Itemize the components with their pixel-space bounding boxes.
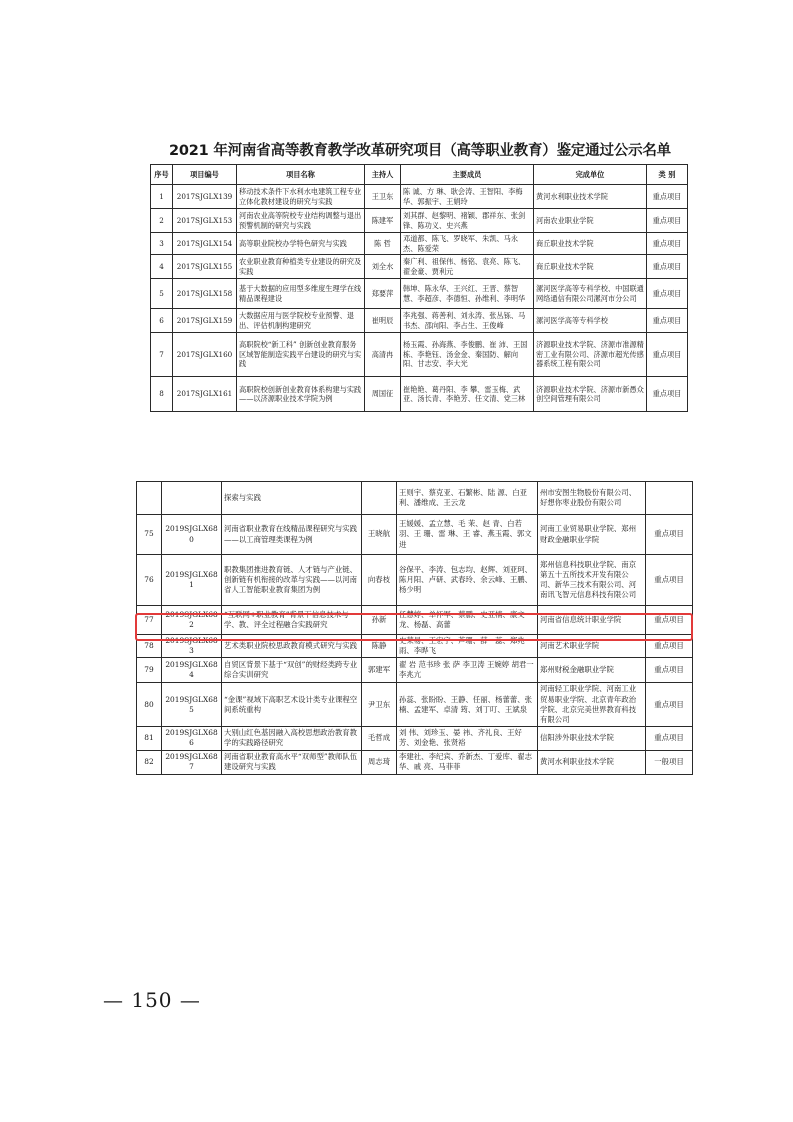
cell-code: 2017SJGLX158 (173, 279, 237, 309)
cell-members: 陈 诚、方 琳、耿会涛、王智阳、李梅华、郭振宇、王娟玲 (401, 185, 534, 209)
cell-type: 重点项目 (646, 515, 693, 555)
cell-members: 韩坤、陈永华、王兴红、王晋、蔡智慧、李超彦、李德恒、孙维利、李明华 (401, 279, 534, 309)
page-number: — 150 — (103, 988, 201, 1012)
cell-no (137, 482, 162, 515)
cell-no: 8 (151, 377, 173, 412)
header-host: 主持人 (365, 165, 401, 185)
cell-type: 重点项目 (646, 635, 693, 658)
cell-host: 毛哲成 (362, 727, 397, 750)
cell-name: 农业职业教育种植类专业建设的研究及实践 (237, 255, 365, 279)
cell-members: 孙蕊、张盼盼、王静、任丽、杨蕾蕾、张楠、孟建军、卓清 筠、刘丁叮、王斌泉 (397, 683, 538, 727)
cell-members: 邓道都、陈飞、罗晓军、朱凯、马永杰、陈爱荣 (401, 233, 534, 255)
cell-no: 81 (137, 727, 162, 750)
cell-unit: 郑州财税金融职业学院 (538, 658, 646, 683)
cell-members: 崔艳艳、葛丹阳、李 攀、雷玉梅、武 亚、汤长青、李艳芳、任文清、党三林 (401, 377, 534, 412)
cell-host: 陈静 (362, 635, 397, 658)
table-row (151, 377, 688, 412)
cell-code: 2019SJGLX685 (162, 683, 222, 727)
header-code: 项目编号 (173, 165, 237, 185)
cell-code: 2017SJGLX161 (173, 377, 237, 412)
cell-no: 82 (137, 750, 162, 774)
cell-unit: 河南农业职业学院 (534, 209, 647, 233)
cell-type: 重点项目 (647, 233, 688, 255)
cell-unit: 河南艺术职业学院 (538, 635, 646, 658)
cell-no: 4 (151, 255, 173, 279)
cell-members: 秦广利、祖保伟、杨铭、袁亮、陈飞、翟金豪、贾利元 (401, 255, 534, 279)
cell-name: 移动技术条件下水利水电建筑工程专业立体化教材建设的研究与实践 (237, 185, 365, 209)
cell-code: 2017SJGLX154 (173, 233, 237, 255)
cell-host: 周国征 (365, 377, 401, 412)
cell-name: 大数据应用与医学院校专业预警、退出、评估机制构建研究 (237, 309, 365, 333)
table-row (151, 233, 688, 255)
cell-code: 2019SJGLX682 (162, 606, 222, 635)
cell-host: 尹卫东 (362, 683, 397, 727)
cell-no: 78 (137, 635, 162, 658)
table-row (137, 658, 693, 683)
table-row (137, 750, 693, 774)
cell-members: 李建社、李纪宾、乔新杰、丁爱库、翟志华、戚 亮、马菲菲 (397, 750, 538, 774)
page-title: 2021 年河南省高等教育教学改革研究项目（高等职业教育）鉴定通过公示名单 (168, 143, 671, 159)
cell-unit: 河南轻工职业学院、河南工业贸易职业学院、北京青年政治学院、北京完美世界教育科技有限公司 (538, 683, 646, 727)
cell-type: 重点项目 (646, 727, 693, 750)
cell-no: 77 (137, 606, 162, 635)
cell-code: 2019SJGLX687 (162, 750, 222, 774)
cell-members: 谷保平、李涛、包志均、赵辉、刘亚珂、陈月阳、卢研、武春玲、余云峰、王鹏、杨少明 (397, 555, 538, 606)
cell-type: 重点项目 (647, 209, 688, 233)
cell-code: 2017SJGLX159 (173, 309, 237, 333)
cell-name: 探索与实践 (222, 482, 362, 515)
table-row (151, 255, 688, 279)
cell-type: 重点项目 (647, 309, 688, 333)
cell-unit: 漯河医学高等专科学校 (534, 309, 647, 333)
cell-name: 河南省职业教育高水平“双师型”教师队伍建设研究与实践 (222, 750, 362, 774)
cell-no: 75 (137, 515, 162, 555)
cell-unit: 商丘职业技术学院 (534, 255, 647, 279)
cell-host: 郭建军 (362, 658, 397, 683)
cell-name: 高职院校创新创业教育体系构建与实践——以济源职业技术学院为例 (237, 377, 365, 412)
cell-unit: 信阳涉外职业技术学院 (538, 727, 646, 750)
cell-no: 79 (137, 658, 162, 683)
cell-unit: 黄河水利职业技术学院 (534, 185, 647, 209)
cell-members: 任慧婷、单怀军、蔡鹏、史亚楠、康文龙、杨磊、高蕾 (397, 606, 538, 635)
cell-name: 高等职业院校办学特色研究与实践 (237, 233, 365, 255)
header-no: 序号 (151, 165, 173, 185)
cell-no: 2 (151, 209, 173, 233)
cell-no: 76 (137, 555, 162, 606)
cell-host: 周志琦 (362, 750, 397, 774)
cell-host: 王晓航 (362, 515, 397, 555)
header-name: 项目名称 (237, 165, 365, 185)
cell-no: 1 (151, 185, 173, 209)
cell-no: 80 (137, 683, 162, 727)
cell-no: 7 (151, 333, 173, 377)
cell-unit: 漯河医学高等专科学校、中国联通网络通信有限公司漯河市分公司 (534, 279, 647, 309)
cell-code: 2019SJGLX681 (162, 555, 222, 606)
table-header-row (151, 165, 688, 185)
cell-type: 重点项目 (646, 683, 693, 727)
cell-type (646, 482, 693, 515)
cell-members: 李兆强、蒋善利、刘永涛、张丛铄、马书杰、邵向阳、李占生、王俊峰 (401, 309, 534, 333)
table-row (151, 279, 688, 309)
cell-unit: 郑州信息科技职业学院、南京第五十五所技术开发有限公司、新华三技术有限公司、河南讯飞智元信息科技有限公司 (538, 555, 646, 606)
cell-name: “互联网+职业教育”背景下信息技术与学、教、评全过程融合实践研究 (222, 606, 362, 635)
cell-unit: 州市安图生物股份有限公司、好想你枣业股份有限公司 (538, 482, 646, 515)
cell-members: 杨玉霞、孙海燕、李俊鹏、崔 沛、王国栋、李艳钰、汤金金、秦国防、解向阳、甘志安、李大光 (401, 333, 534, 377)
cell-unit: 河南工业贸易职业学院、郑州财政金融职业学院 (538, 515, 646, 555)
cell-host (362, 482, 397, 515)
cell-host: 陈 哲 (365, 233, 401, 255)
cell-host: 刘全水 (365, 255, 401, 279)
cell-members: 史荣易、王宏宇、芦珊、薛一蕊、郑兆雨、李晔飞 (397, 635, 538, 658)
cell-members: 王媛媛、孟立慧、毛 茉、赵 青、白若羽、王 珊、雷 琳、王 睿、燕玉霞、郭文进 (397, 515, 538, 555)
cell-code: 2019SJGLX684 (162, 658, 222, 683)
header-members: 主要成员 (401, 165, 534, 185)
header-unit: 完成单位 (534, 165, 647, 185)
table-row (151, 185, 688, 209)
header-type: 类 别 (647, 165, 688, 185)
table-row (151, 209, 688, 233)
table-row (137, 555, 693, 606)
cell-type: 重点项目 (646, 555, 693, 606)
cell-type: 重点项目 (647, 279, 688, 309)
cell-host: 高清冉 (365, 333, 401, 377)
table-row (151, 309, 688, 333)
cell-code: 2019SJGLX680 (162, 515, 222, 555)
cell-code: 2019SJGLX686 (162, 727, 222, 750)
cell-type: 重点项目 (647, 377, 688, 412)
cell-host: 向春枝 (362, 555, 397, 606)
cell-code: 2017SJGLX155 (173, 255, 237, 279)
cell-host: 崔明辰 (365, 309, 401, 333)
table-row (137, 683, 693, 727)
cell-unit: 商丘职业技术学院 (534, 233, 647, 255)
table-row (137, 727, 693, 750)
cell-code: 2017SJGLX153 (173, 209, 237, 233)
cell-type: 一般项目 (646, 750, 693, 774)
highlighted-row-marker (135, 613, 693, 641)
cell-members: 翟 岩 范书珍 张 萨 李卫涛 王婉婷 胡君一 李兆亢 (397, 658, 538, 683)
cell-name: 艺术类职业院校思政教育模式研究与实践 (222, 635, 362, 658)
cell-type: 重点项目 (647, 185, 688, 209)
cell-unit: 黄河水利职业技术学院 (538, 750, 646, 774)
cell-name: 河南省职业教育在线精品课程研究与实践——以工商管理类课程为例 (222, 515, 362, 555)
cell-name: 高职院校“新工科” 创新创业教育服务区域智能制造实践平台建设的研究与实践 (237, 333, 365, 377)
cell-code: 2017SJGLX160 (173, 333, 237, 377)
cell-code (162, 482, 222, 515)
cell-no: 6 (151, 309, 173, 333)
cell-no: 3 (151, 233, 173, 255)
cell-host: 陈建军 (365, 209, 401, 233)
cell-host: 孙新 (362, 606, 397, 635)
cell-members: 刘 伟、刘珍玉、晏 祎、齐礼良、王好芳、刘金艳、张贤裕 (397, 727, 538, 750)
cell-members: 刘其群、赵黎明、褚颖、郡祥东、张剑锋、陈功义、史兴燕 (401, 209, 534, 233)
cell-code: 2019SJGLX683 (162, 635, 222, 658)
cell-host: 郑要萍 (365, 279, 401, 309)
cell-name: 基于大数据的应用型多维度生理学在线精品课程建设 (237, 279, 365, 309)
cell-no: 5 (151, 279, 173, 309)
table-row (137, 515, 693, 555)
cell-members: 王则宇、蔡克亚、石繁彬、陆 源、白亚利、潘维成、王云龙 (397, 482, 538, 515)
cell-name: “金课”视域下高职艺术设计类专业课程空间系统重构 (222, 683, 362, 727)
cell-host: 王卫东 (365, 185, 401, 209)
table-row (137, 482, 693, 515)
cell-name: 自贸区背景下基于“双创”的财经类跨专业综合实训研究 (222, 658, 362, 683)
cell-name: 大别山红色基因融入高校思想政治教育教学的实践路径研究 (222, 727, 362, 750)
results-table-top (150, 164, 688, 412)
cell-name: 河南农业高等院校专业结构调整与退出预警机制的研究与实践 (237, 209, 365, 233)
cell-unit: 济源职业技术学院、济源市准源精密工业有限公司、济源市超光传感器系统工程有限公司 (534, 333, 647, 377)
cell-type: 重点项目 (646, 658, 693, 683)
cell-unit: 河南省信息统计职业学院 (538, 606, 646, 635)
cell-type: 重点项目 (647, 255, 688, 279)
cell-type: 重点项目 (647, 333, 688, 377)
cell-unit: 济源职业技术学院、济源市新愚众创空间管理有限公司 (534, 377, 647, 412)
cell-type: 重点项目 (646, 606, 693, 635)
cell-name: 职教集团推进教育链、人才链与产业链、创新链有机衔接的改革与实践——以河南省人工智能职业教育集团为例 (222, 555, 362, 606)
cell-code: 2017SJGLX139 (173, 185, 237, 209)
table-row (151, 333, 688, 377)
